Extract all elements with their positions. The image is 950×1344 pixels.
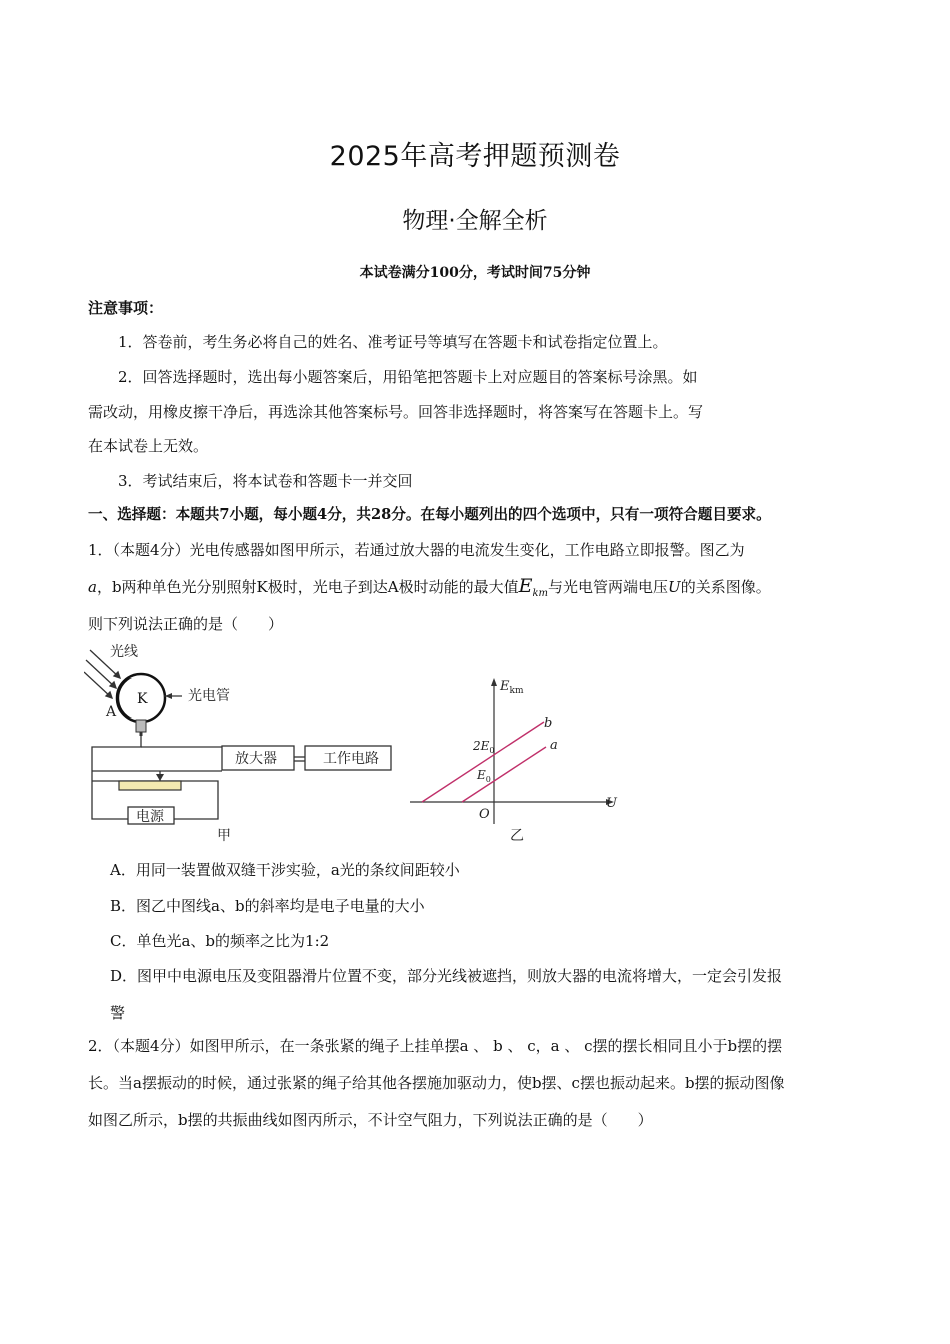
notice-item-2-line-2: 需改动，用橡皮擦干净后，再选涂其他答案标号。回答非选择题时，将答案写在答题卡上。写 [88,403,704,421]
q1-line-2 [88,576,771,604]
tick-2e0: $2E_0$ [473,739,495,755]
section-heading: 一、选择题：本题共7小题，每小题4分，共28分。在每小题列出的四个选项中，只有一项符合题目要求。 [88,506,771,523]
q1-line-2-text-1: ，b两种单色光分别照射K极时，光电子到达A极时动能的最大值 [96,578,519,596]
q1-var-ekm: E [518,575,533,597]
q1-line-2-text-2: 与光电管两端电压 [548,578,669,596]
tick-e0: $E_0$ [477,768,491,784]
y-axis-label: $E_{km}$ [500,679,524,696]
label-power: 电源 [136,809,164,825]
line-a [462,747,546,802]
q2-line-2: 长。当a摆振动的时候，通过张紧的绳子给其他各摆施加驱动力，使b摆、c摆也振动起来。b摆的振动图像 [88,1074,785,1092]
label-work: 工作电路 [323,751,379,767]
exam-meta: 本试卷满分100分，考试时间75分钟 [359,265,591,281]
q1-option-c: C．单色光a、b的频率之比为1:2 [110,932,330,950]
notice-item-2-line-1: 2．回答选择题时，选出每小题答案后，用铅笔把答题卡上对应题目的答案标号涂黑。如 [118,368,698,386]
q1-option-d-line-1: D．图甲中电源电压及变阻器滑片位置不变，部分光线被遮挡，则放大器的电流将增大，一定会引发报 [110,967,783,985]
notice-item-2-line-3: 在本试卷上无效。 [88,437,209,455]
q1-var-ekm-sub: km [532,588,549,599]
figure-jia [84,640,414,850]
q1-option-d-line-2: 警 [110,1004,126,1022]
tube-base [136,720,146,732]
notice-item-1: 1．答卷前，考生务必将自己的姓名、准考证号等填写在答题卡和试卷指定位置上。 [118,333,668,351]
q1-line-2-text-3: 的关系图像。 [680,578,771,596]
caption-yi: 乙 [510,828,524,844]
label-a: A [106,704,117,720]
label-amp: 放大器 [235,751,277,767]
origin-label: O [479,807,490,822]
q1-var-u: U [668,578,681,596]
q1-line-3: 则下列说法正确的是（ ） [88,615,284,633]
y-axis-arrow [491,678,497,686]
q2-line-3: 如图乙所示，b摆的共振曲线如图丙所示，不计空气阻力，下列说法正确的是（ ） [88,1111,653,1129]
label-tube: 光电管 [188,688,230,704]
q1-var-a: a [88,578,97,596]
notice-item-3: 3．考试结束后，将本试卷和答题卡一并交回 [118,472,413,490]
slider-arrow [156,774,164,781]
q1-option-a: A．用同一装置做双缝干涉实验，a光的条纹间距较小 [110,861,460,879]
q2-line-1: 2．（本题4分）如图甲所示，在一条张紧的绳子上挂单摆a 、 b 、 c，a 、 c摆的摆长相同且小于b摆的摆 [88,1037,783,1055]
label-k: K [137,691,148,707]
x-axis-label: U [606,796,617,811]
q1-line-1: 1．（本题4分）光电传感器如图甲所示，若通过放大器的电流发生变化，工作电路立即报警。图乙为 [88,541,745,559]
line-a-label: a [550,738,558,753]
line-b [422,722,544,802]
page-subtitle: 物理·全解全析 [402,208,548,234]
figure-yi [410,672,625,844]
page-title: 2025年高考押题预测卷 [329,141,621,172]
notice-heading: 注意事项： [88,299,164,317]
rheostat [119,781,181,790]
line-b-label: b [544,716,553,731]
caption-jia: 甲 [217,828,231,844]
label-light: 光线 [110,644,138,660]
q1-option-b: B．图乙中图线a、b的斜率均是电子电量的大小 [110,897,425,915]
